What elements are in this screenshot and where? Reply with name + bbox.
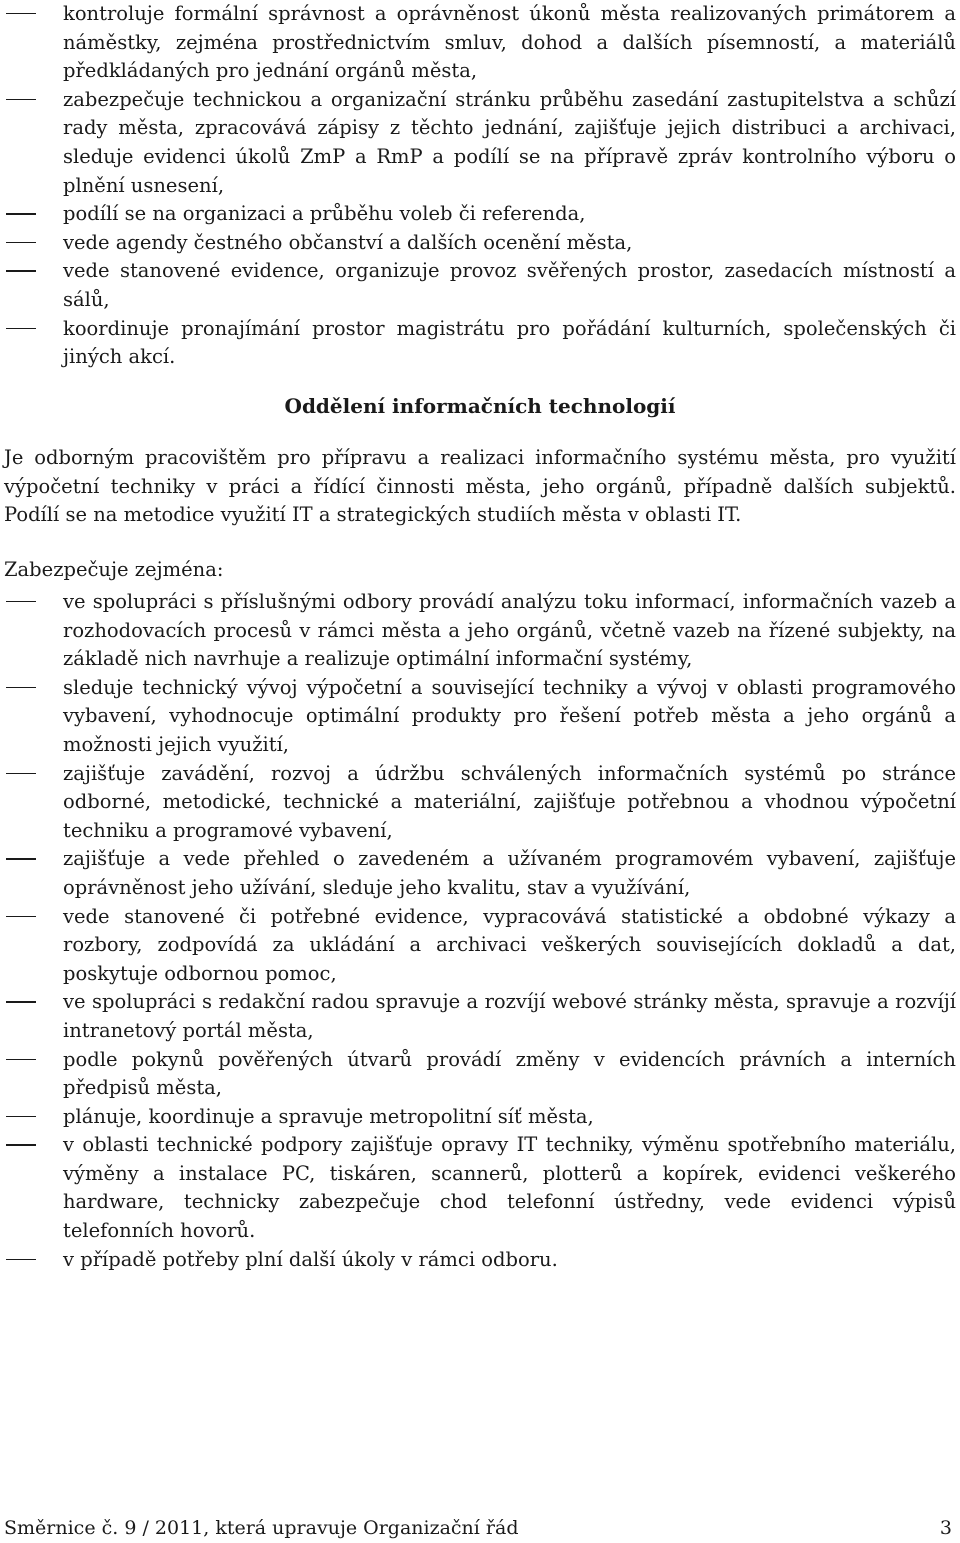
dash-bullet-icon [6, 1001, 36, 1002]
dash-bullet-icon [6, 13, 36, 14]
dash-bullet-icon [6, 213, 36, 214]
dash-bullet-icon [6, 858, 36, 859]
list-item: podílí se na organizaci a průběhu voleb či referenda, [4, 200, 956, 229]
list-item: vede agendy čestného občanství a dalších ocenění města, [4, 229, 956, 258]
list-item: v případě potřeby plní další úkoly v rámci odboru. [4, 1246, 956, 1275]
dash-bullet-icon [6, 242, 36, 243]
dash-bullet-icon [6, 99, 36, 100]
list-item: zajišťuje a vede přehled o zavedeném a užívaném programovém vybavení, zajišťuje oprávněnost jeho užívání, sleduje jeho kvalitu, stav a využívání, [4, 845, 956, 902]
section-intro: Je odborným pracovištěm pro přípravu a realizaci informačního systému města, pro využití výpočetní techniky v práci a řídící činnosti města, jeho orgánů, případně dalších subjektů. Podílí se na metodice využití IT a strategických studiích města v oblasti IT. [4, 446, 956, 527]
section-lead: Zabezpečuje zejména: [4, 558, 224, 581]
section-heading: Oddělení informačních technologií [284, 394, 676, 418]
list-item: plánuje, koordinuje a spravuje metropolitní síť města, [4, 1103, 956, 1132]
list-item: sleduje technický vývoj výpočetní a související techniky a vývoj v oblasti programového vybavení, vyhodnocuje optimální produkty pro řešení potřeb města a jeho orgánů a možnosti jejich využití, [4, 674, 956, 760]
footer-document-title: Směrnice č. 9 / 2011, která upravuje Organizační řád [4, 1517, 519, 1539]
list-item: zajišťuje zavádění, rozvoj a údržbu schválených informačních systémů po stránce odborné, metodické, technické a materiální, zajišťuje potřebnou a vhodnou výpočetní techniku a programové vybavení, [4, 760, 956, 846]
page-number: 3 [939, 1517, 952, 1539]
page-footer [4, 1514, 952, 1543]
responsibilities-list-it [4, 588, 956, 1274]
dash-bullet-icon [6, 687, 36, 688]
responsibilities-list-top [4, 0, 956, 372]
list-item: vede stanovené evidence, organizuje provoz svěřených prostor, zasedacích místností a sálů, [4, 257, 956, 314]
list-item: koordinuje pronajímání prostor magistrátu pro pořádání kulturních, společenských či jiných akcí. [4, 315, 956, 372]
list-item: ve spolupráci s příslušnými odbory provádí analýzu toku informací, informačních vazeb a rozhodovacích procesů v rámci města a jeho orgánů, včetně vazeb na řízené subjekty, na základě nich navrhuje a realizuje optimální informační systémy, [4, 588, 956, 674]
dash-bullet-icon [6, 1116, 36, 1117]
dash-bullet-icon [6, 328, 36, 329]
list-item: vede stanovené či potřebné evidence, vypracovává statistické a obdobné výkazy a rozbory, zodpovídá za ukládání a archivaci veškerých souvisejících dokladů a dat, poskytuje odbornou pomoc, [4, 903, 956, 989]
dash-bullet-icon [6, 916, 36, 917]
dash-bullet-icon [6, 1259, 36, 1260]
list-item: ve spolupráci s redakční radou spravuje a rozvíjí webové stránky města, spravuje a rozvíjí intranetový portál města, [4, 988, 956, 1045]
dash-bullet-icon [6, 270, 36, 271]
dash-bullet-icon [6, 601, 36, 602]
list-item: zabezpečuje technickou a organizační stránku průběhu zasedání zastupitelstva a schůzí rady města, zpracovává zápisy z těchto jednání, zajišťuje jejich distribuci a archivaci, sleduje evidenci úkolů ZmP a RmP a podílí se na přípravě zpráv kontrolního výboru o plnění usnesení, [4, 86, 956, 200]
dash-bullet-icon [6, 1059, 36, 1060]
list-item: kontroluje formální správnost a oprávněnost úkonů města realizovaných primátorem a náměstky, zejména prostřednictvím smluv, dohod a dalších písemností, a materiálů předkládaných pro jednání orgánů města, [4, 0, 956, 86]
list-item: v oblasti technické podpory zajišťuje opravy IT techniky, výměnu spotřebního materiálu, výměny a instalace PC, tiskáren, scannerů, plotterů a kopírek, evidenci veškerého hardware, technicky zabezpečuje chod telefonní ústředny, vede evidenci výpisů telefonních hovorů. [4, 1131, 956, 1245]
dash-bullet-icon [6, 773, 36, 774]
list-item: podle pokynů pověřených útvarů provádí změny v evidencích právních a interních předpisů města, [4, 1046, 956, 1103]
dash-bullet-icon [6, 1144, 36, 1145]
